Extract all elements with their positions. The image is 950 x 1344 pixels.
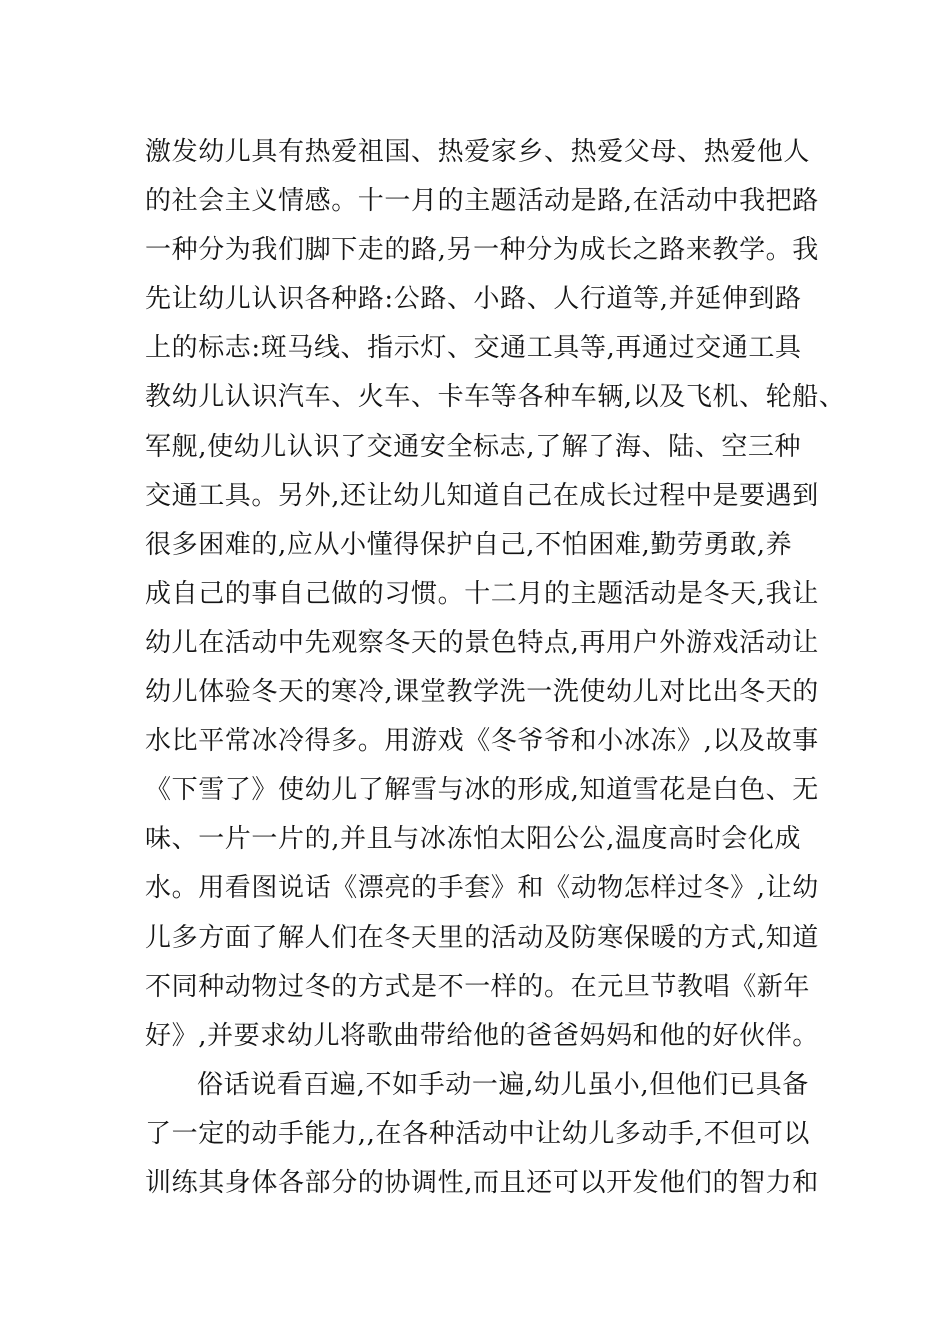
text-line: 很多困难的,应从小懂得保护自己,不怕困难,勤劳勇敢,养 — [145, 529, 793, 560]
text-line: 激发幼儿具有热爱祖国、热爱家乡、热爱父母、热爱他人 — [145, 137, 811, 167]
text-line: 儿多方面了解人们在冬天里的活动及防寒保暖的方式,知道 — [145, 922, 819, 953]
text-line: 交通工具。另外,还让幼儿知道自己在成长过程中是要遇到 — [145, 480, 819, 511]
text-line: 幼儿在活动中先观察冬天的景色特点,再用户外游戏活动让 — [145, 627, 819, 658]
text-line: 味、一片一片的,并且与冰冻怕太阳公公,温度高时会化成 — [145, 824, 802, 855]
text-line: 了一定的动手能力,,在各种活动中让幼儿多动手,不但可以 — [145, 1118, 810, 1149]
text-line: 军舰,使幼儿认识了交通安全标志,了解了海、陆、空三种 — [145, 431, 802, 462]
text-line: 的社会主义情感。十一月的主题活动是路,在活动中我把路 — [145, 186, 819, 217]
text-line: 一种分为我们脚下走的路,另一种分为成长之路来教学。我 — [145, 235, 819, 266]
text-line: 好》,并要求幼儿将歌曲带给他的爸爸妈妈和他的好伙伴。 — [145, 1020, 819, 1051]
text-line: 成自己的事自己做的习惯。十二月的主题活动是冬天,我让 — [145, 578, 819, 609]
text-line: 训练其身体各部分的协调性,而且还可以开发他们的智力和 — [145, 1167, 819, 1198]
text-line: 水。用看图说话《漂亮的手套》和《动物怎样过冬》,让幼 — [145, 873, 819, 904]
paragraph-start-line: 俗话说看百遍,不如手动一遍,幼儿虽小,但他们已具备 — [197, 1069, 809, 1100]
text-line: 教幼儿认识汽车、火车、卡车等各种车辆,以及飞机、轮船、 — [145, 382, 846, 413]
text-line: 幼儿体验冬天的寒冷,课堂教学洗一洗使幼儿对比出冬天的 — [145, 677, 819, 708]
text-line: 《下雪了》使幼儿了解雪与冰的形成,知道雪花是白色、无 — [145, 775, 819, 806]
text-line: 上的标志:斑马线、指示灯、交通工具等,再通过交通工具 — [145, 333, 802, 364]
text-line: 水比平常冰冷得多。用游戏《冬爷爷和小冰冻》,以及故事 — [145, 726, 819, 757]
text-line: 先让幼儿认识各种路:公路、小路、人行道等,并延伸到路 — [145, 284, 802, 315]
body-text — [145, 128, 846, 1208]
text-line: 不同种动物过冬的方式是不一样的。在元旦节教唱《新年 — [145, 971, 811, 1002]
